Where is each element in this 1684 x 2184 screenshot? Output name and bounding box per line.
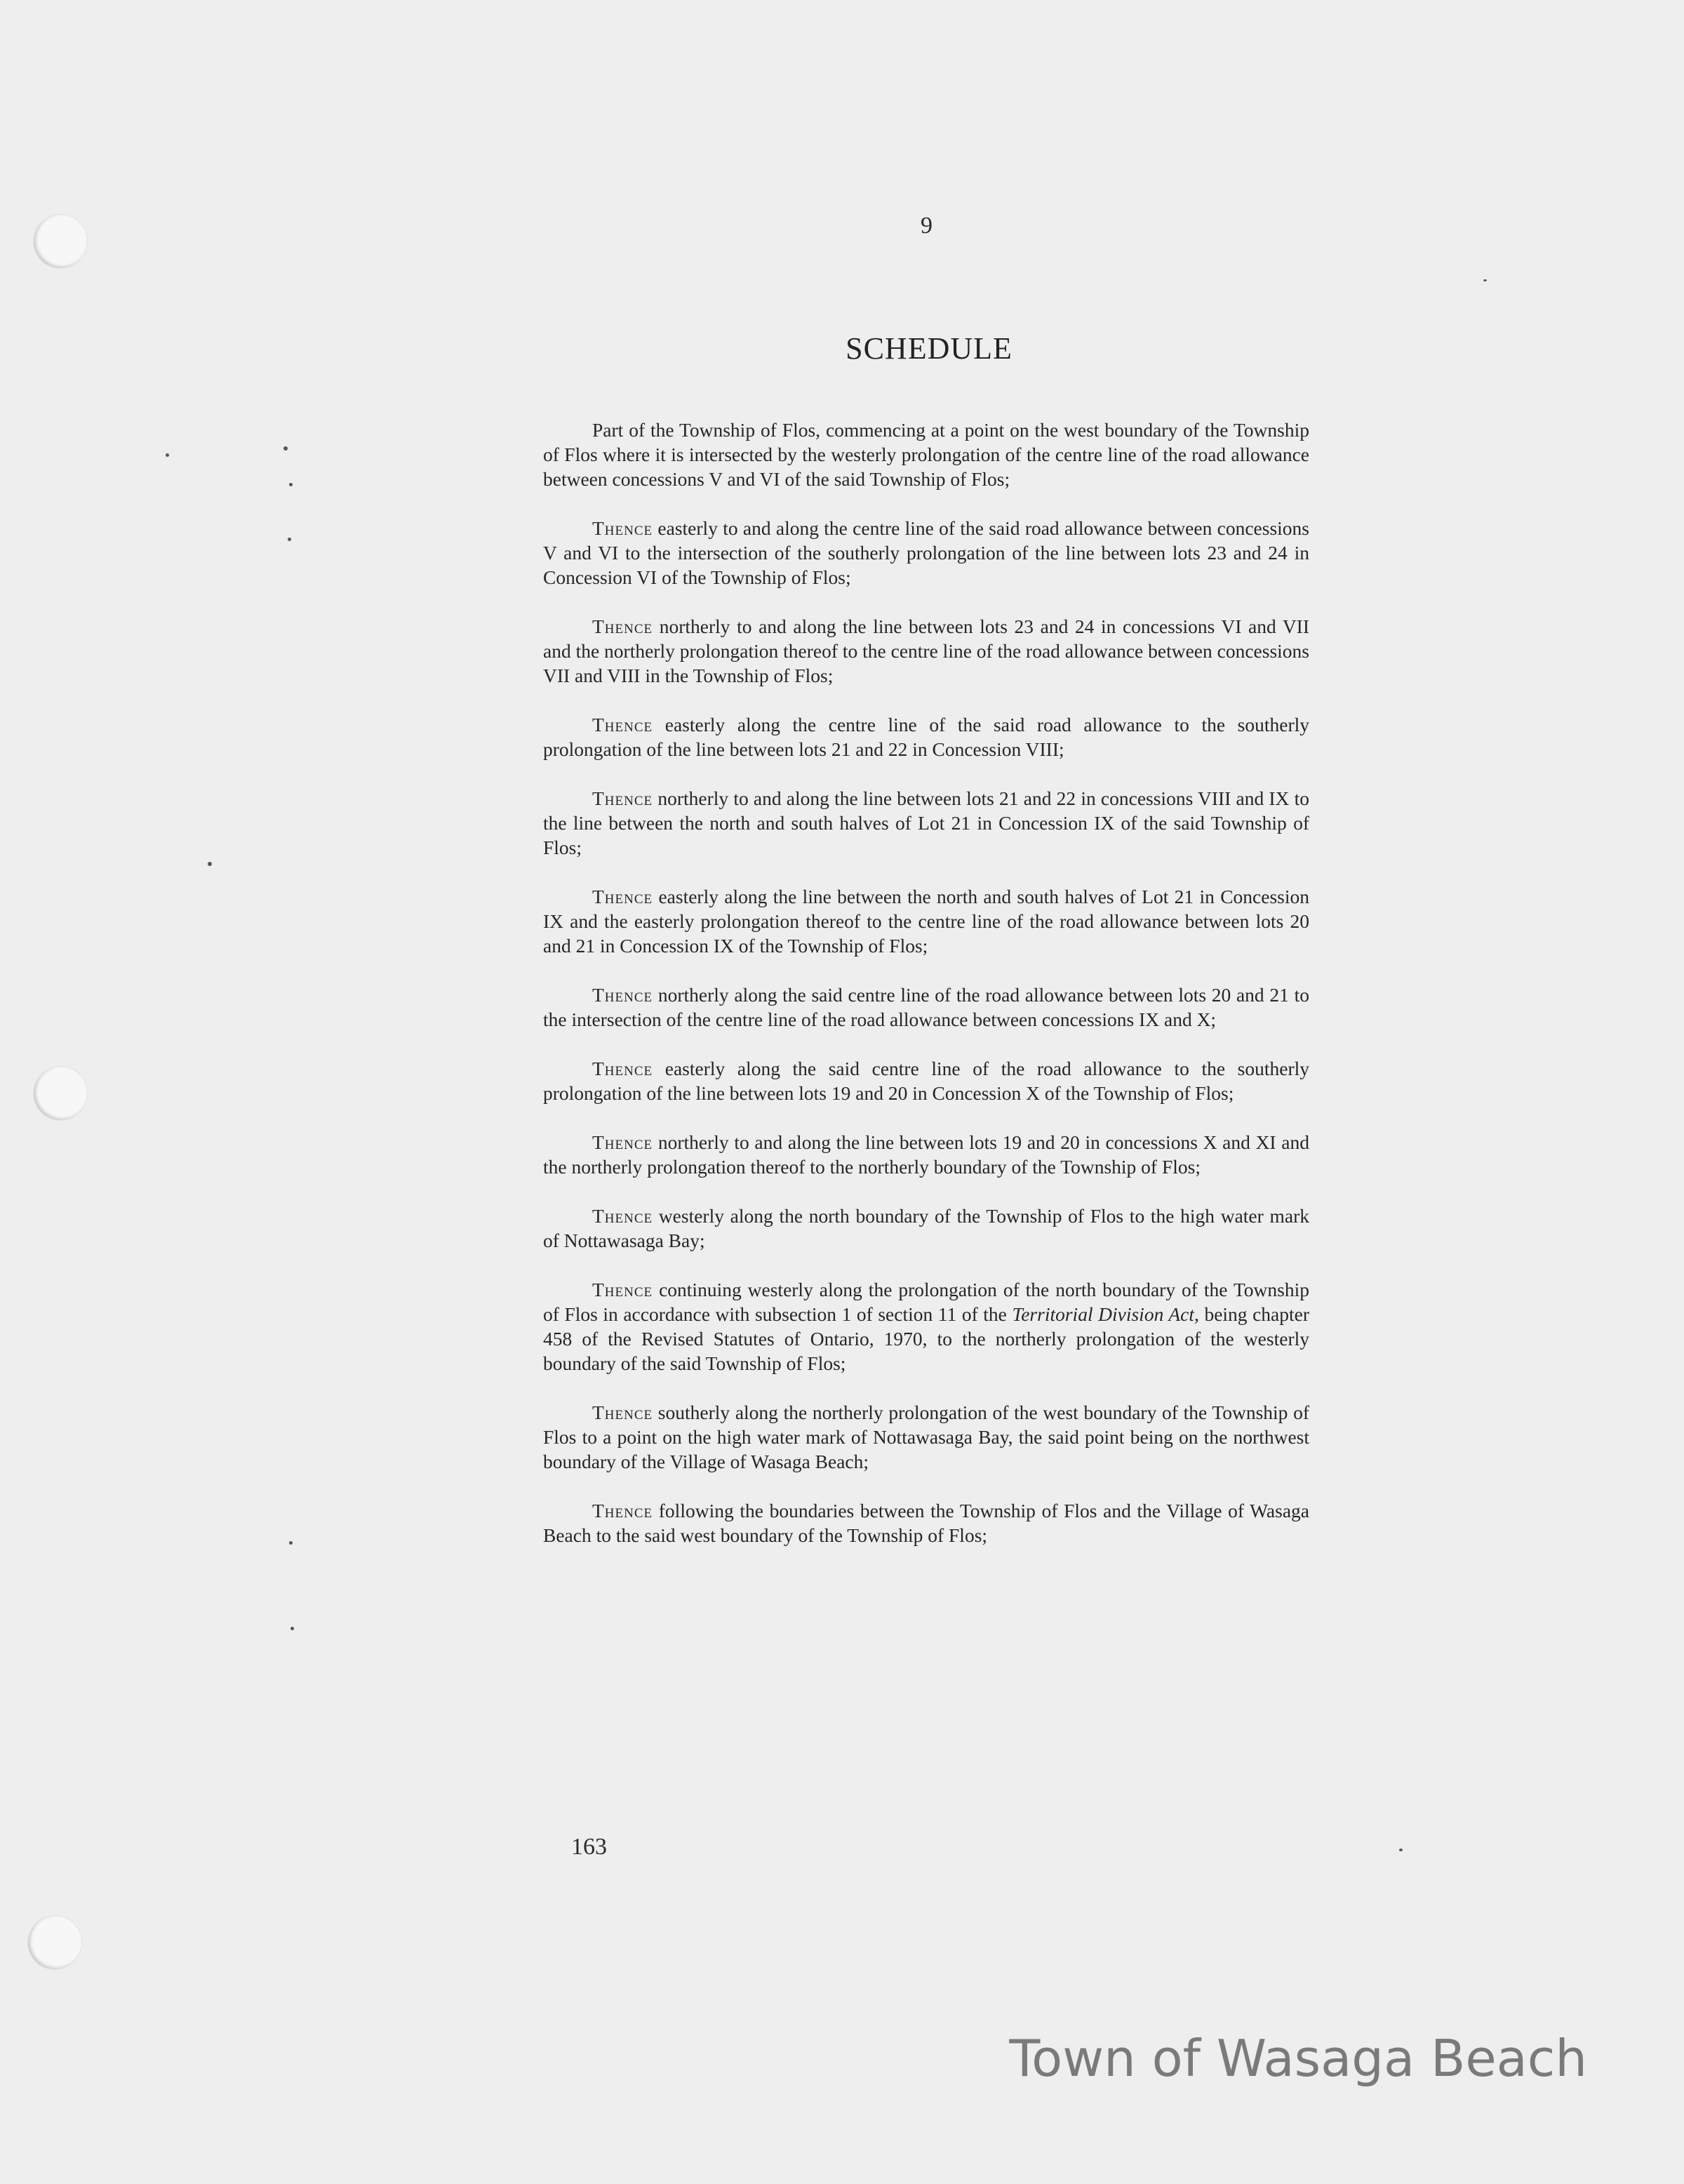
paragraph <box>543 1130 1309 1179</box>
paragraph-text: southerly along the northerly prolongation of the west boundary of the Township of Flos to a point on the high water mark of Nottawasaga Bay, the said point being on the northwest boundary of the Village of Wasaga Beach; <box>543 1401 1309 1472</box>
paragraph-text: continuing westerly along the prolongation of the north boundary of the Township of Flos in accordance with subsection 1 of section 11 of the <box>543 1279 1309 1325</box>
paragraph-text: westerly along the north boundary of the Township of Flos to the high water mark of Nottawasaga Bay; <box>543 1205 1309 1251</box>
paragraph-text: northerly to and along the line between lots 23 and 24 in concessions VI and VII and the northerly prolongation thereof to the centre line of the road allowance between concessions VII and VIII in the Township of Flos; <box>543 615 1309 686</box>
speck <box>290 1627 294 1630</box>
paragraph <box>543 516 1309 590</box>
paragraph <box>543 1277 1309 1376</box>
paragraph-lead: Thence <box>592 787 653 809</box>
paragraph-lead: Thence <box>592 1279 653 1300</box>
paragraph <box>543 1204 1309 1253</box>
paragraph-lead: Thence <box>592 615 653 637</box>
paragraph-text: northerly to and along the line between lots 21 and 22 in concessions VIII and IX to the line between the north and south halves of Lot 21 in Concession IX of the said Township of Flos; <box>543 787 1309 858</box>
paragraph-text-continued: being chapter 458 of the Revised Statutes of Ontario, 1970, to the northerly prolongation of the westerly boundary of the said Township of Flos; <box>543 1303 1309 1374</box>
paragraph-lead: Thence <box>592 1401 653 1423</box>
speck <box>1399 1849 1403 1851</box>
punch-hole-top <box>34 215 87 268</box>
paragraph-lead: Thence <box>592 886 653 907</box>
schedule-body <box>543 418 1309 1547</box>
paragraph <box>543 1400 1309 1474</box>
speck <box>283 446 288 451</box>
speck <box>166 453 169 457</box>
paragraph <box>543 983 1309 1032</box>
paragraph-text: Part of the Township of Flos, commencing at a point on the west boundary of the Township of Flos where it is intersected by the westerly prolongation of the centre line of the road allowance between concessions V and VI of the said Township of Flos; <box>543 419 1309 490</box>
paragraph <box>543 786 1309 860</box>
paragraph-text: easterly along the said centre line of the road allowance to the southerly prolongation of the line between lots 19 and 20 in Concession X of the Township of Flos; <box>543 1058 1309 1104</box>
speck <box>289 1541 293 1545</box>
punch-hole-bottom <box>28 1916 81 1969</box>
paragraph-lead: Thence <box>592 714 653 735</box>
punch-hole-middle <box>34 1067 87 1120</box>
paragraph-text: easterly along the line between the north and south halves of Lot 21 in Concession IX and the easterly prolongation thereof to the centre line of the road allowance between lots 20 and 21 in Concession IX of the Township of Flos; <box>543 886 1309 957</box>
paragraph <box>543 614 1309 688</box>
act-title: Territorial Division Act, <box>1012 1303 1199 1325</box>
paragraph <box>543 1056 1309 1105</box>
paragraph-lead: Thence <box>592 1131 653 1153</box>
paragraph-lead: Thence <box>592 517 653 539</box>
paragraph-text: easterly to and along the centre line of the said road allowance between concessions V and VI to the intersection of the southerly prolongation of the line between lots 23 and 24 in Concession VI of the Township of Flos; <box>543 517 1309 588</box>
speck <box>289 483 293 486</box>
speck <box>1483 279 1487 281</box>
page-title: SCHEDULE <box>846 331 1013 366</box>
paragraph <box>543 712 1309 761</box>
paragraph-lead: Thence <box>592 1205 653 1227</box>
paragraph-text: northerly along the said centre line of the road allowance between lots 20 and 21 to the intersection of the centre line of the road allowance between concessions IX and X; <box>543 984 1309 1030</box>
speck <box>208 862 212 866</box>
paragraph <box>543 1498 1309 1547</box>
paragraph-lead: Thence <box>592 1058 653 1079</box>
page-number: 9 <box>921 213 933 239</box>
paragraph-text: following the boundaries between the Township of Flos and the Village of Wasaga Beach to the said west boundary of the Township of Flos; <box>543 1500 1309 1546</box>
paragraph-text: easterly along the centre line of the said road allowance to the southerly prolongation of the line between lots 21 and 22 in Concession VIII; <box>543 714 1309 760</box>
paragraph-intro <box>543 418 1309 491</box>
paragraph-text: northerly to and along the line between lots 19 and 20 in concessions X and XI and the northerly prolongation thereof to the northerly boundary of the Township of Flos; <box>543 1131 1309 1178</box>
speck <box>288 538 291 541</box>
footer-page-number: 163 <box>571 1834 607 1860</box>
watermark-text: Town of Wasaga Beach <box>1009 2029 1587 2088</box>
paragraph <box>543 884 1309 958</box>
paragraph-lead: Thence <box>592 984 653 1006</box>
paragraph-lead: Thence <box>592 1500 653 1522</box>
